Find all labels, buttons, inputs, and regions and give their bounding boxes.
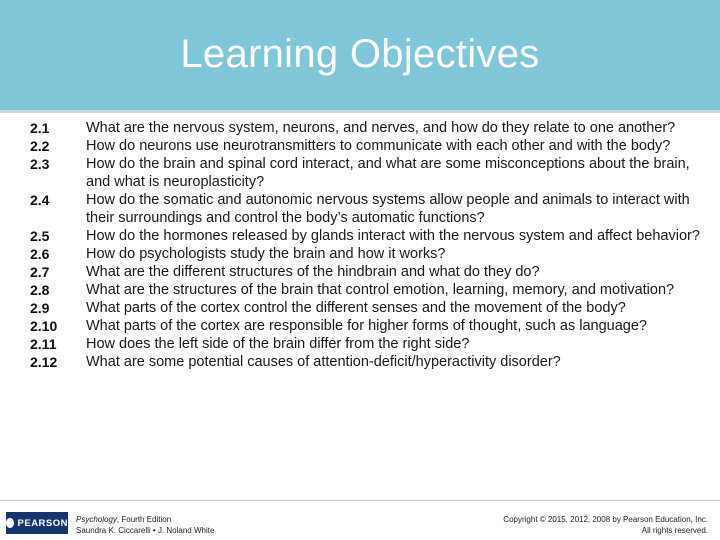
objective-text: What parts of the cortex are responsible for higher forms of thought, such as language?	[86, 318, 647, 334]
objective-number: 2.7	[30, 264, 50, 280]
objective-text: How do the brain and spinal cord interact, and what are some misconceptions about the brain, and what is neuroplasticity?	[86, 156, 690, 190]
objective-number: 2.2	[30, 138, 50, 154]
objective-text: How do neurons use neurotransmitters to communicate with each other and with the body?	[86, 138, 671, 154]
objective-number: 2.12	[30, 354, 58, 370]
objective-row	[0, 245, 720, 263]
objective-number: 2.8	[30, 282, 50, 298]
objective-text: What are the nervous system, neurons, and nerves, and how do they relate to one another?	[86, 120, 676, 136]
objectives-list	[0, 119, 720, 371]
objective-row	[0, 155, 720, 191]
footer-divider	[0, 500, 720, 501]
objective-row	[0, 137, 720, 155]
objective-row	[0, 353, 720, 371]
header-divider	[0, 110, 720, 113]
objective-text: What are some potential causes of attention-deficit/hyperactivity disorder?	[86, 354, 561, 370]
objective-text: What are the different structures of the hindbrain and what do they do?	[86, 264, 540, 280]
objective-number: 2.6	[30, 246, 50, 262]
slide-footer	[0, 506, 720, 540]
pearson-logo-text: PEARSON	[17, 517, 68, 529]
objective-row	[0, 263, 720, 281]
objective-text: How do the somatic and autonomic nervous systems allow people and animals to interact with their surroundings and control the body’s automatic functions?	[86, 192, 690, 226]
objective-number: 2.4	[30, 192, 50, 208]
objective-number: 2.5	[30, 228, 50, 244]
rights-line: All rights reserved.	[641, 526, 708, 535]
objective-row	[0, 119, 720, 137]
book-title: Psychology	[76, 515, 117, 524]
pearson-logo-icon	[6, 518, 14, 528]
book-credit	[76, 514, 214, 536]
objective-number: 2.9	[30, 300, 50, 316]
objective-text: How do psychologists study the brain and how it works?	[86, 246, 446, 262]
book-edition: , Fourth Edition	[116, 515, 172, 524]
objective-text: What are the structures of the brain that control emotion, learning, memory, and motivation?	[86, 282, 675, 298]
objective-number: 2.3	[30, 156, 50, 172]
title-banner	[0, 0, 720, 110]
pearson-logo	[6, 512, 68, 534]
objective-row	[0, 335, 720, 353]
slide-title: Learning Objectives	[180, 32, 540, 76]
objective-row	[0, 227, 720, 245]
objective-number: 2.1	[30, 120, 50, 136]
objective-row	[0, 299, 720, 317]
objective-text: What parts of the cortex control the different senses and the movement of the body?	[86, 300, 626, 316]
objective-number: 2.11	[30, 336, 57, 352]
objective-number: 2.10	[30, 318, 58, 334]
objective-row	[0, 317, 720, 335]
objective-text: How do the hormones released by glands interact with the nervous system and affect behavior?	[86, 228, 700, 244]
objective-text: How does the left side of the brain differ from the right side?	[86, 336, 470, 352]
copyright-notice	[503, 514, 708, 536]
book-authors: Saundra K. Ciccarelli • J. Noland White	[76, 526, 215, 535]
objective-row	[0, 191, 720, 227]
copyright-line: Copyright © 2015, 2012, 2008 by Pearson Education, Inc.	[503, 515, 708, 524]
objective-row	[0, 281, 720, 299]
